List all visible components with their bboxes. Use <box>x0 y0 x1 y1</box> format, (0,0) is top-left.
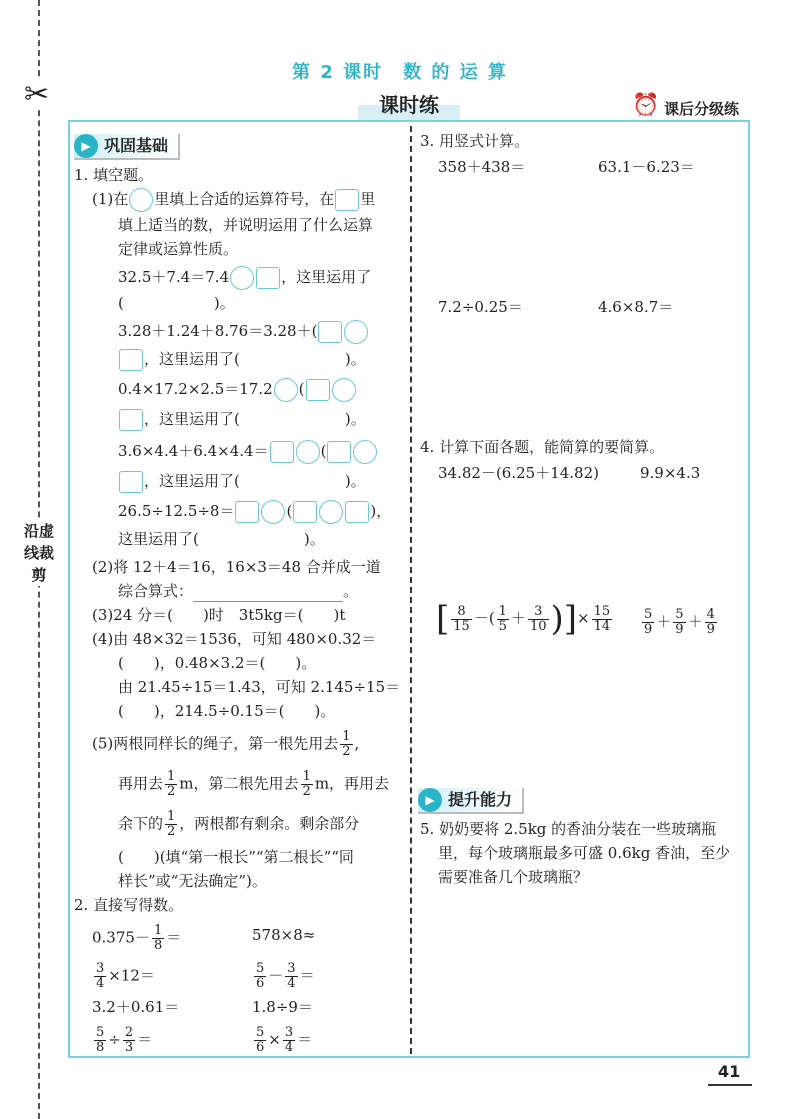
scissors-icon: ✂ <box>24 77 50 112</box>
fraction <box>642 608 654 637</box>
fraction <box>673 608 685 637</box>
q1-part1-line1 <box>92 188 375 212</box>
eq3: 0.4×17.2×2.5＝17.2 ( <box>118 378 357 402</box>
denominator: 3 <box>124 1040 134 1055</box>
numerator: 1 <box>342 729 351 744</box>
numerator: 3 <box>287 961 296 976</box>
answer-circle[interactable] <box>261 500 285 524</box>
text: ，两根都有剩余。剩余部分 <box>179 814 360 833</box>
banner-title: 课时练 <box>358 90 460 120</box>
answer-box[interactable] <box>119 409 143 431</box>
denominator: 4 <box>284 1040 294 1055</box>
text: 余下的 <box>118 814 164 833</box>
fraction <box>301 770 313 799</box>
fraction <box>254 962 266 991</box>
denominator: 5 <box>498 618 507 634</box>
eq4 <box>118 440 378 464</box>
fraction <box>705 608 717 637</box>
q2-a1 <box>92 924 181 953</box>
text: ( <box>320 442 327 460</box>
q5-line3: 需要准备几个玻璃瓶？ <box>438 868 589 886</box>
q5-line2: 里，每个玻璃瓶最多可盛 0.6kg 香油，至少 <box>438 844 731 862</box>
denominator: 8 <box>96 1040 105 1055</box>
eq1-blank[interactable]: ( )。 <box>118 294 235 312</box>
fraction <box>340 730 352 759</box>
operator: ÷ <box>108 1030 121 1049</box>
q2-b1: 578×8≈ <box>252 926 316 944</box>
text: ＝ <box>137 1030 153 1049</box>
q3-title: 3. 用竖式计算。 <box>420 132 530 150</box>
q4-c <box>436 599 614 639</box>
q3-c: 7.2÷0.25＝ <box>438 298 523 316</box>
q1-part1-line3: 定律或运算性质。 <box>118 240 239 258</box>
fraction <box>152 924 164 953</box>
answer-box[interactable] <box>318 321 342 343</box>
text: ＝ <box>299 966 315 985</box>
fraction <box>165 810 177 839</box>
play-icon: ▶ <box>74 134 98 158</box>
fraction <box>254 1026 266 1055</box>
text: (5)两根同样长的绳子，第一根先用去 <box>92 734 339 753</box>
section-advanced <box>418 788 524 814</box>
q1-part5-line4: ( )(填“第一根长”“第二根长”“同 <box>118 848 354 866</box>
text: ＝ <box>297 1030 313 1049</box>
numerator: 3 <box>528 605 549 620</box>
answer-box[interactable] <box>345 501 369 523</box>
numerator: 1 <box>498 603 507 619</box>
q2-a3: 3.2＋0.61＝ <box>92 998 180 1016</box>
q1-part4-line1: (4)由 48×32＝1536，可知 480×0.32＝ <box>92 630 377 648</box>
q1-part2-line1: (2)将 12＋4＝16，16×3＝48 合并成一道 <box>92 558 381 576</box>
q2-a4 <box>92 1026 152 1055</box>
q3-b: 63.1－6.23＝ <box>598 158 695 176</box>
answer-circle[interactable] <box>353 440 377 464</box>
text: 0.375－ <box>92 928 150 947</box>
q1-part5-line2 <box>118 770 389 799</box>
text: 26.5÷12.5÷8＝ <box>118 502 235 520</box>
text: 里 <box>360 190 376 208</box>
text: ，这里运用了 <box>281 268 372 286</box>
text: 0.4×17.2×2.5＝17.2 <box>118 380 273 398</box>
q1-part5-line3 <box>118 810 359 839</box>
section-basics-label: 巩固基础 <box>104 136 169 155</box>
fraction <box>592 605 613 634</box>
denominator: 6 <box>256 976 265 991</box>
q5-line1: 5. 奶奶要将 2.5kg 的香油分装在一些玻璃瓶 <box>420 820 717 838</box>
answer-box[interactable] <box>119 471 143 493</box>
denominator: 14 <box>593 618 611 634</box>
operator: － <box>268 966 284 985</box>
denominator: 9 <box>706 622 715 637</box>
answer-box[interactable] <box>235 501 259 523</box>
text: 32.5＋7.4＝7.4 <box>118 268 230 286</box>
text: 里填上合适的运算符号，在 <box>154 190 335 208</box>
answer-box[interactable] <box>335 189 359 211</box>
answer-circle[interactable] <box>296 440 320 464</box>
numerator: 8 <box>451 605 472 620</box>
answer-circle[interactable] <box>344 320 368 344</box>
fraction <box>451 605 472 634</box>
text: ，这里运用了( )。 <box>144 350 366 368</box>
numerator: 5 <box>675 607 684 622</box>
bracket: )] <box>550 599 578 639</box>
denominator: 2 <box>302 784 311 799</box>
numerator: 15 <box>593 603 611 619</box>
answer-circle[interactable] <box>230 266 254 290</box>
q1-part4-line4: ( )，214.5÷0.15＝( )。 <box>118 702 336 720</box>
answer-circle[interactable] <box>319 500 343 524</box>
q3-a: 358＋438＝ <box>438 158 526 176</box>
numerator: 5 <box>96 1025 105 1040</box>
operator: ＋ <box>510 609 526 627</box>
q4-b: 9.9×4.3 <box>640 464 701 482</box>
text: 再用去 <box>118 774 164 793</box>
operator: －( <box>473 609 495 627</box>
text: )， <box>370 502 392 520</box>
text: ，这里运用了( )。 <box>144 472 366 490</box>
denominator: 4 <box>287 976 296 991</box>
eq5 <box>118 500 391 524</box>
cut-label: 沿虚线裁剪 <box>24 522 55 584</box>
q4-d <box>640 608 719 637</box>
q3-d: 4.6×8.7＝ <box>598 298 674 316</box>
numerator: 1 <box>167 769 176 784</box>
play-icon: ▶ <box>418 788 442 812</box>
operator: × <box>577 609 590 627</box>
tier-label: 课后分级练 <box>664 100 740 118</box>
q2-b3: 1.8÷9＝ <box>252 998 313 1016</box>
page-number: 41 <box>718 1062 741 1081</box>
answer-circle[interactable] <box>129 188 153 212</box>
eq3-line2 <box>118 408 366 431</box>
answer-box[interactable] <box>256 267 280 289</box>
q2-b4 <box>252 1026 312 1055</box>
text: 综合算式： <box>118 582 194 600</box>
answer-circle[interactable] <box>274 378 298 402</box>
q2-title: 2. 直接写得数。 <box>74 896 184 914</box>
answer-box[interactable] <box>327 441 351 463</box>
q1-part3: (3)24 分＝( )时 3t5kg＝( )t <box>92 606 346 624</box>
answer-circle[interactable] <box>332 378 356 402</box>
numerator: 3 <box>96 961 105 976</box>
answer-box[interactable] <box>270 441 294 463</box>
fraction <box>283 1026 295 1055</box>
fraction <box>165 770 177 799</box>
denominator: 15 <box>453 618 470 634</box>
eq2 <box>118 320 369 344</box>
text: m，第二根先用去 <box>179 774 299 793</box>
denominator: 4 <box>96 976 105 991</box>
denominator: 2 <box>167 784 176 799</box>
eq1 <box>118 266 371 290</box>
answer-box[interactable] <box>119 349 143 371</box>
text: (1)在 <box>92 190 129 208</box>
eq2-line2 <box>118 348 366 371</box>
fraction <box>123 1026 135 1055</box>
fraction <box>94 962 106 991</box>
numerator: 4 <box>706 607 715 622</box>
operator: ＋ <box>687 612 703 631</box>
fraction <box>497 605 509 634</box>
fraction <box>94 1026 106 1055</box>
denominator: 8 <box>153 938 163 953</box>
text: m，再用去 <box>314 774 390 793</box>
section-advanced-label: 提升能力 <box>448 790 513 809</box>
numerator: 5 <box>256 1025 265 1040</box>
q1-part1-line2: 填上适当的数，并说明运用了什么运算 <box>118 216 374 234</box>
answer-box[interactable] <box>306 379 330 401</box>
numerator: 5 <box>644 607 653 622</box>
q4-title: 4. 计算下面各题，能简算的要简算。 <box>420 438 665 456</box>
section-basics <box>74 134 180 160</box>
q1-part2-line2 <box>118 580 358 602</box>
operator: ＋ <box>656 612 672 631</box>
numerator: 3 <box>284 1025 294 1040</box>
q4-a: 34.82－(6.25＋14.82) <box>438 464 599 482</box>
denominator: 2 <box>342 744 351 759</box>
eq4-line2 <box>118 470 366 493</box>
denominator: 2 <box>167 824 176 839</box>
bracket: [ <box>436 599 450 639</box>
text: 3.6×4.4＋6.4×4.4＝ <box>118 442 269 460</box>
q1-part4-line3: 由 21.45÷15＝1.43，可知 2.145÷15＝ <box>118 678 401 696</box>
denominator: 9 <box>644 622 653 637</box>
numerator: 1 <box>302 769 311 784</box>
page-number-rule <box>708 1084 752 1086</box>
text: 。 <box>343 582 359 600</box>
denominator: 10 <box>529 618 547 634</box>
numerator: 2 <box>124 1025 134 1040</box>
numerator: 5 <box>256 961 265 976</box>
eq5-line2: 这里运用了( )。 <box>118 530 325 548</box>
lesson-title: 第 2 课时 数 的 运 算 <box>292 62 508 83</box>
answer-line[interactable] <box>193 585 343 602</box>
q1-part4-line2: ( )，0.48×3.2＝( )。 <box>118 654 317 672</box>
column-divider <box>410 126 412 1054</box>
q2-a2 <box>92 962 155 991</box>
q1-part5-line5: 样长”或“无法确定”)。 <box>118 872 267 890</box>
q2-b2 <box>252 962 315 991</box>
q1-part5-line1: (5)两根同样长的绳子，第一根先用去 $\frac{1}{2}$ , <box>92 729 360 759</box>
numerator: 1 <box>153 923 163 938</box>
fraction <box>285 962 297 991</box>
fraction <box>528 605 549 634</box>
text: ，这里运用了( )。 <box>144 410 366 428</box>
q1-title: 1. 填空题。 <box>74 166 154 184</box>
text: ×12＝ <box>108 966 155 985</box>
denominator: 6 <box>256 1040 265 1055</box>
text: ＝ <box>166 928 182 947</box>
text: 3.28＋1.24＋8.76＝3.28＋( <box>118 322 318 340</box>
numerator: 1 <box>167 809 176 824</box>
denominator: 9 <box>675 622 684 637</box>
answer-box[interactable] <box>293 501 317 523</box>
text: ( <box>286 502 293 520</box>
operator: × <box>268 1030 281 1049</box>
alarm-clock-icon: ⏰ <box>632 93 660 118</box>
